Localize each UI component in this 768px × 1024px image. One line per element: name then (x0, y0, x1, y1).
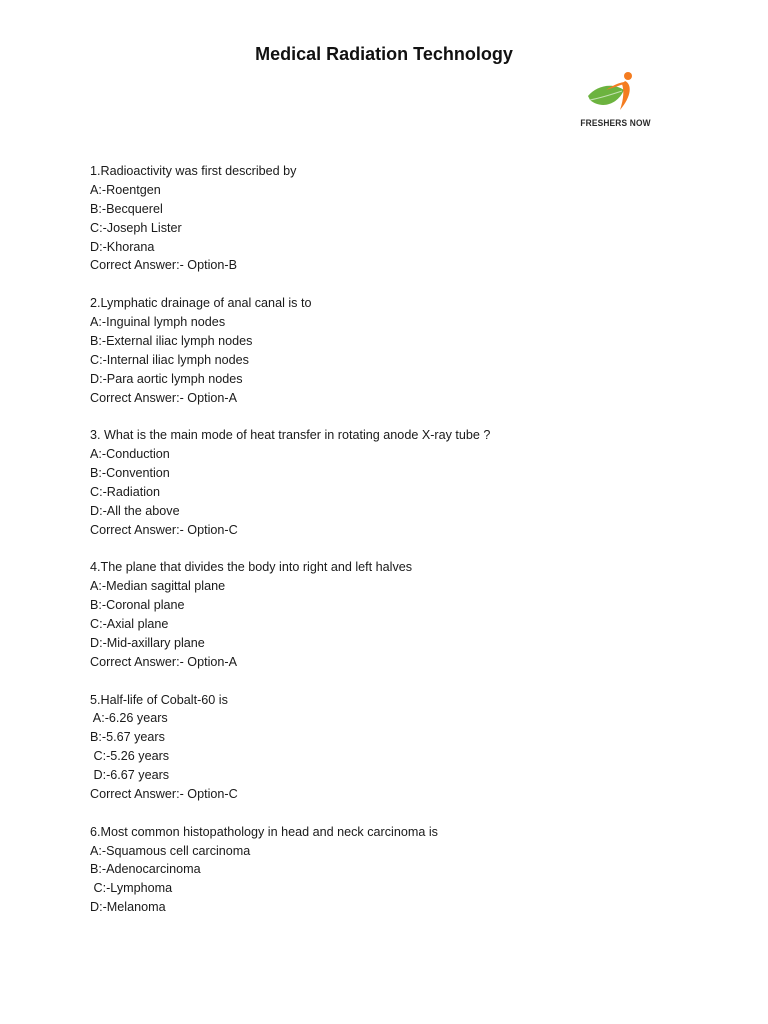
option-c: C:-Internal iliac lymph nodes (90, 352, 249, 367)
question-text: 4.The plane that divides the body into right and left halves (90, 560, 413, 575)
option-c: C:-5.26 years (90, 749, 170, 764)
question-text: 1.Radioactivity was first described by (90, 164, 297, 178)
question-block (90, 162, 710, 275)
option-c: C:-Axial plane (90, 617, 169, 632)
freshers-now-logo (576, 70, 651, 132)
question-block (90, 426, 710, 539)
option-a: A:-Inguinal lymph nodes (90, 315, 226, 330)
option-c: C:-Joseph Lister (90, 220, 182, 235)
option-c: C:-Lymphoma (90, 881, 173, 896)
option-a: A:-Conduction (90, 447, 170, 462)
correct-answer: Correct Answer:- Option-A (90, 390, 237, 405)
question-block (90, 691, 710, 804)
correct-answer: Correct Answer:- Option-B (90, 258, 237, 273)
question-text: 2.Lymphatic drainage of anal canal is to (90, 296, 312, 311)
option-d: D:-Melanoma (90, 900, 166, 915)
question-list (90, 162, 710, 936)
option-b: B:-Convention (90, 466, 170, 481)
option-a: A:-Median sagittal plane (90, 579, 226, 594)
option-a: A:-6.26 years (90, 711, 168, 726)
option-b: B:-5.67 years (90, 730, 165, 745)
option-d: D:-Mid-axillary plane (90, 635, 205, 650)
option-d: D:-6.67 years (90, 768, 170, 783)
correct-answer: Correct Answer:- Option-C (90, 787, 238, 802)
question-text: 5.Half-life of Cobalt-60 is (90, 692, 228, 707)
option-c: C:-Radiation (90, 484, 160, 499)
option-b: B:-Coronal plane (90, 598, 185, 613)
option-d: D:-Khorana (90, 239, 155, 254)
question-block (90, 823, 710, 917)
correct-answer: Correct Answer:- Option-A (90, 654, 237, 669)
leaf-figure-icon (584, 70, 640, 118)
option-b: B:-Adenocarcinoma (90, 862, 201, 877)
question-text: 3. What is the main mode of heat transfer in rotating anode X-ray tube ? (90, 428, 491, 443)
logo-text: FRESHERS NOW (580, 118, 651, 129)
option-d: D:-Para aortic lymph nodes (90, 371, 243, 386)
question-text: 6.Most common histopathology in head and neck carcinoma is (90, 824, 438, 839)
option-a: A:-Roentgen (90, 182, 161, 197)
page-title: Medical Radiation Technology (255, 44, 513, 64)
option-b: B:-External iliac lymph nodes (90, 333, 253, 348)
option-b: B:-Becquerel (90, 201, 163, 216)
correct-answer: Correct Answer:- Option-C (90, 522, 238, 537)
option-a: A:-Squamous cell carcinoma (90, 843, 251, 858)
question-block (90, 558, 710, 671)
question-block (90, 294, 710, 407)
option-d: D:-All the above (90, 503, 180, 518)
